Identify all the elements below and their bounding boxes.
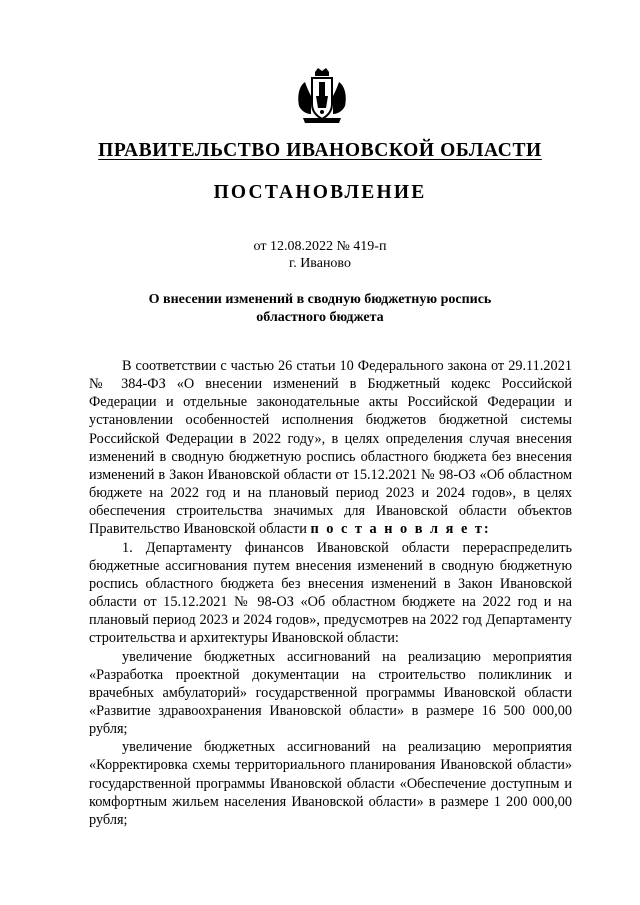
- resolves-word: п о с т а н о в л я е т: [310, 521, 484, 538]
- item-1a-paragraph: увеличение бюджетных ассигнований на реализацию мероприятия «Разработка проектной документации на строительство поликлиник и врачебных амбулаторий» государственной программы Ивановской области «Развитие здравоохранения Ивановской области» в размере 16 500 000,00 рубля;: [89, 648, 572, 738]
- government-title: ПРАВИТЕЛЬСТВО ИВАНОВСКОЙ ОБЛАСТИ: [98, 140, 542, 161]
- item-1-paragraph: 1. Департаменту финансов Ивановской области перераспределить бюджетные ассигнования путем внесения изменений в сводную бюджетную роспись областного бюджета без внесения изменений в Закон Ивановской области от 15.12.2021 № 98-ОЗ «Об областном бюджете на 2022 год и на плановый период 2023 и 2024 годов», предусмотрев на 2022 год Департаменту строительства и архитектуры Ивановской области:: [89, 539, 572, 647]
- document-body: [89, 357, 572, 829]
- resolves-colon: :: [483, 521, 491, 538]
- subject-line-1: О внесении изменений в сводную бюджетную роспись: [148, 292, 492, 307]
- document-meta: [0, 238, 640, 272]
- document-city: г. Иваново: [289, 256, 351, 271]
- coat-of-arms-icon: [295, 66, 349, 126]
- subject-line-2: областного бюджета: [256, 310, 384, 325]
- item-1b-paragraph: увеличение бюджетных ассигнований на реализацию мероприятия «Корректировка схемы территориального планирования Ивановской области» государственной программы Ивановской области «Обеспечение доступным и комфортным жильем населения Ивановской области» в размере 1 200 000,00 рубля;: [89, 739, 572, 828]
- document-date-number: от 12.08.2022 № 419-п: [253, 239, 387, 254]
- intro-paragraph: [89, 357, 572, 539]
- document-subject: [120, 291, 520, 327]
- intro-text: В соответствии с частью 26 статьи 10 Федерального закона от 29.11.2021 № 384-ФЗ «О внесении изменений в Бюджетный кодекс Российской Федерации и отдельные законодательные акты Российской Федерации и установлении особенностей исполнения бюджетов бюджетной системы Российской Федерации в 2022 году», в целях определения случая внесения изменений в сводную бюджетную роспись областного бюджета без внесения изменений в Закон Ивановской области от 15.12.2021 № 98-ОЗ «Об областном бюджете на 2022 год и на плановый период 2023 и 2024 годов», в целях обеспечения строительства значимых для Ивановской области объектов Правительство Ивановской области: [89, 358, 572, 538]
- document-type: ПОСТАНОВЛЕНИЕ: [213, 182, 427, 203]
